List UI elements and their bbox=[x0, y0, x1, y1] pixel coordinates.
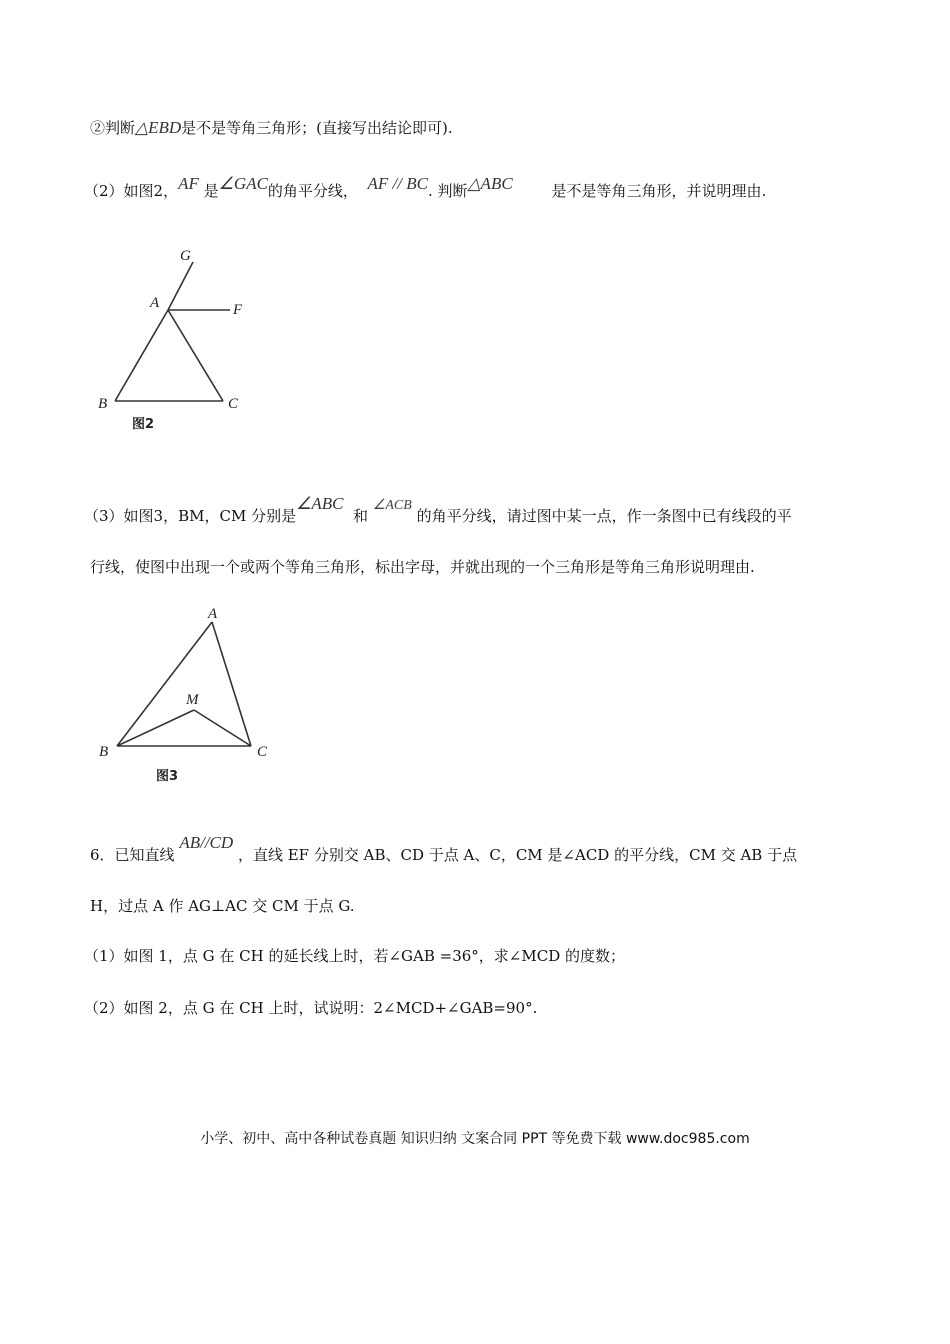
question-line bbox=[90, 117, 453, 138]
question-text: （2）如图2， bbox=[84, 182, 179, 200]
math-expression: ∠ACB bbox=[372, 498, 412, 513]
point-label-m: M bbox=[186, 692, 199, 708]
point-label-c: C bbox=[257, 744, 268, 760]
question-text: （1）如图 1，点 G 在 CH 的延长线上时，若∠GAB =36°，求∠MCD 的度数； bbox=[84, 947, 625, 965]
point-label-a: A bbox=[208, 606, 218, 622]
question-text: 的角平分线， bbox=[267, 182, 358, 200]
point-label-g: G bbox=[180, 248, 191, 264]
math-expression: △ABC bbox=[467, 174, 513, 193]
question-text: ，直线 EF 分别交 AB、CD 于点 A、C，CM 是∠ACD 的平分线，CM 交 AB 于点 bbox=[237, 846, 798, 864]
question-text: 6．已知直线 bbox=[90, 846, 175, 864]
question-text: 是不是等角三角形；(直接写出结论即可). bbox=[181, 119, 453, 137]
question-line bbox=[84, 997, 537, 1018]
question-text: 是不是等角三角形，并说明理由. bbox=[551, 182, 767, 200]
question-text: 行线，使图中出现一个或两个等角三角形，标出字母，并就出现的一个三角形是等角三角形说明理由. bbox=[90, 558, 755, 576]
question-line bbox=[90, 556, 755, 577]
math-expression: AB//CD bbox=[179, 833, 234, 852]
question-line bbox=[90, 895, 355, 916]
point-label-b: B bbox=[99, 744, 109, 760]
math-expression: EBD bbox=[148, 118, 182, 137]
figure-caption: 图2 bbox=[132, 417, 155, 432]
math-expression: ∠GAC bbox=[218, 174, 268, 193]
segment-cm bbox=[194, 710, 251, 746]
segment-bm bbox=[117, 710, 194, 746]
point-label-a: A bbox=[150, 295, 160, 311]
point-label-f: F bbox=[233, 302, 243, 318]
point-label-b: B bbox=[98, 396, 108, 412]
figure-2 bbox=[90, 240, 280, 440]
footer-text: 小学、初中、高中各种试卷真题 知识归纳 文案合同 PPT 等免费下载 www.doc985.com bbox=[200, 1131, 750, 1147]
segment-ab bbox=[115, 310, 168, 401]
math-expression: ∠ABC bbox=[296, 494, 344, 513]
figure-3 bbox=[90, 600, 290, 790]
math-expression: AF // BC bbox=[367, 174, 428, 193]
segment-ac bbox=[212, 622, 251, 746]
question-text: 是 bbox=[203, 182, 219, 200]
question-text: H，过点 A 作 AG⊥AC 交 CM 于点 G. bbox=[90, 897, 355, 915]
question-text: . 判断 bbox=[427, 182, 468, 200]
question-line bbox=[84, 174, 767, 201]
question-text: （3）如图3，BM，CM 分别是 bbox=[84, 507, 297, 525]
segment-ag bbox=[168, 262, 193, 310]
question-line bbox=[84, 945, 625, 966]
question-line bbox=[84, 494, 792, 526]
figure-caption: 图3 bbox=[156, 769, 179, 784]
question-text: 和 bbox=[352, 507, 368, 525]
question-text: ②判断 bbox=[90, 119, 136, 137]
segment-ac bbox=[168, 310, 223, 401]
triangle-symbol: △ bbox=[135, 118, 149, 137]
segment-ab bbox=[117, 622, 212, 746]
point-label-c: C bbox=[228, 396, 239, 412]
question-text: （2）如图 2，点 G 在 CH 上时，试说明：2∠MCD+∠GAB=90°. bbox=[84, 999, 538, 1017]
question-text: 的角平分线，请过图中某一点，作一条图中已有线段的平 bbox=[416, 507, 792, 525]
math-expression: AF bbox=[178, 174, 199, 193]
question-line bbox=[90, 833, 798, 865]
